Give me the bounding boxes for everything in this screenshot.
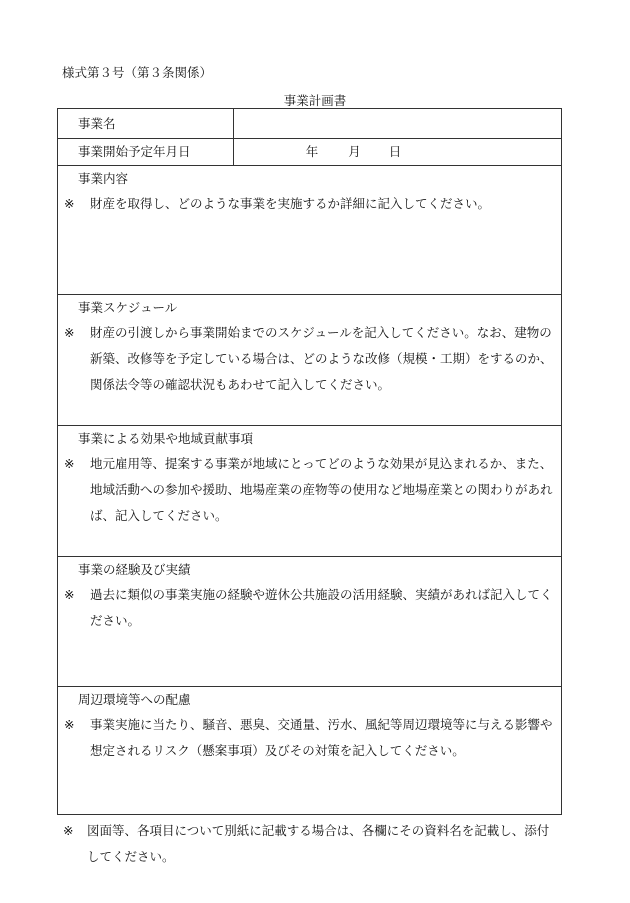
business-name-field[interactable]	[234, 109, 562, 139]
note-mark: ※	[64, 587, 75, 602]
section-title: 事業スケジュール	[78, 300, 178, 315]
section-title: 事業内容	[78, 171, 129, 186]
section-note: 事業実施に当たり、騒音、悪臭、交通量、汚水、風紀等周辺環境等に与える影響や想定されるリスク（懸案事項）及びその対策を記入してください。	[90, 717, 553, 758]
section-effects	[58, 426, 562, 557]
section-schedule-cell[interactable]	[58, 295, 562, 426]
section-title: 周辺環境等への配慮	[78, 692, 191, 707]
section-note: 地元雇用等、提案する事業が地域にとってどのような効果が見込まれるか、また、地域活動への参加や援助、地場産業の産物等の使用など地場産業との関わりがあれば、記入してください。	[90, 456, 553, 523]
business-plan-table	[57, 108, 562, 815]
start-date-field[interactable]	[234, 139, 562, 166]
section-note: 過去に類似の事業実施の経験や遊休公共施設の活用経験、実績があれば記入してください。	[90, 587, 553, 628]
section-title: 事業による効果や地域貢献事項	[78, 431, 254, 446]
date-day-label: 日	[388, 144, 402, 159]
section-environment-cell[interactable]	[58, 687, 562, 815]
business-name-label: 事業名	[58, 109, 234, 139]
note-mark: ※	[64, 325, 75, 340]
note-mark: ※	[64, 196, 75, 211]
date-month-label: 月	[348, 144, 361, 159]
document-title: 事業計画書	[283, 93, 347, 108]
note-mark: ※	[64, 456, 75, 471]
start-date-label: 事業開始予定年月日	[58, 139, 234, 166]
form-number: 様式第３号（第３条関係）	[62, 65, 213, 80]
section-note: 財産を取得し、どのような事業を実施するか詳細に記入してください。	[90, 196, 491, 211]
footer-note	[63, 818, 558, 870]
date-year-label: 年	[305, 144, 319, 159]
business-name-row	[58, 109, 562, 139]
section-effects-cell[interactable]	[58, 426, 562, 557]
footer-note-text: 図面等、各項目について別紙に記載する場合は、各欄にその資料名を記載し、添付してください。	[87, 823, 550, 864]
section-schedule	[58, 295, 562, 426]
section-business-content	[58, 166, 562, 295]
note-mark: ※	[63, 823, 74, 838]
start-date-row	[58, 139, 562, 166]
note-mark: ※	[64, 717, 75, 732]
section-experience-cell[interactable]	[58, 557, 562, 687]
section-business-content-cell[interactable]	[58, 166, 562, 295]
section-title: 事業の経験及び実績	[78, 562, 191, 577]
section-note: 財産の引渡しから事業開始までのスケジュールを記入してください。なお、建物の新築、改修等を予定している場合は、どのような改修（規模・工期）をするのか、関係法令等の確認状況もあわせて記入してください。	[90, 325, 553, 392]
section-experience	[58, 557, 562, 687]
section-environment	[58, 687, 562, 815]
